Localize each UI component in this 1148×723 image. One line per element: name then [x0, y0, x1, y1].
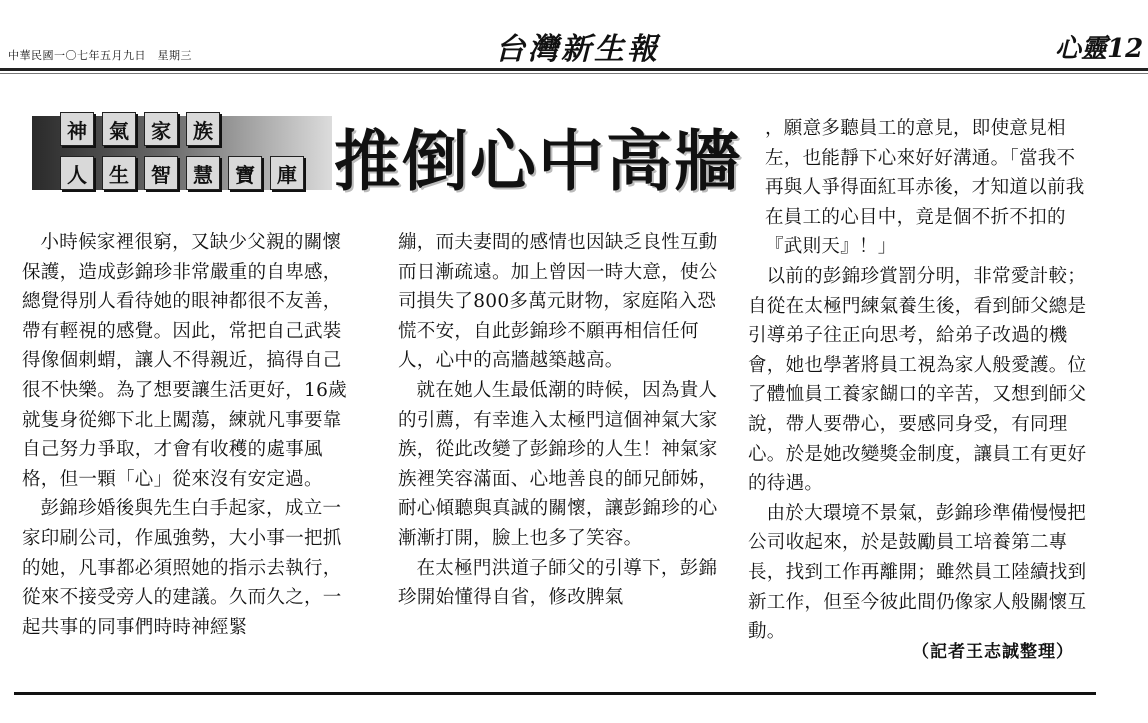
footer-rule: [14, 692, 1096, 695]
paragraph: 由於大環境不景氣，彭錦珍準備慢慢把公司收起來，於是鼓勵員工培養第二專長，找到工作再離開；雖然員工陸續找到新工作，但至今彼此間仍像家人般關懷互動。: [748, 502, 1087, 643]
paragraph: 彭錦珍婚後與先生白手起家，成立一家印刷公司，作風強勢，大小事一把抓的她，凡事都必須照她的指示去執行，從來不接受旁人的建議。久而久之，一起共事的同事們時時神經緊: [22, 498, 342, 638]
badge-char: 智: [144, 156, 178, 190]
article-column-3: [748, 262, 1094, 647]
section-label: 心靈12: [1055, 34, 1144, 64]
badge-char: 族: [186, 112, 220, 146]
paragraph: ，願意多聽員工的意見，即使意見相左，也能靜下心來好好溝通。「當我不再與人爭得面紅耳赤後，才知道以前我在員工的心目中，竟是個不折不扣的『武則天』！」: [765, 118, 1085, 258]
badge-char: 人: [60, 156, 94, 190]
badge-char: 慧: [186, 156, 220, 190]
article-headline: 推倒心中高牆: [334, 122, 742, 200]
badge-char: 神: [60, 112, 94, 146]
badge-char: 氣: [102, 112, 136, 146]
header-rule: [0, 68, 1148, 71]
newspaper-masthead: 台灣新生報: [495, 32, 660, 67]
badge-char: 寶: [228, 156, 262, 190]
badge-row-series: [60, 112, 220, 146]
paragraph: 以前的彭錦珍賞罰分明，非常愛計較；自從在太極門練氣養生後，看到師父總是引導弟子往正向思考，給弟子改過的機會，她也學著將員工視為家人般愛護。位了體恤員工養家餬口的辛苦，又想到師父說，帶人要帶心，要感同身受，有同理心。於是她改變獎金制度，讓員工有更好的待遇。: [748, 266, 1087, 495]
paragraph: 在太極門洪道子師父的引導下，彭錦珍開始懂得自省，修改脾氣: [398, 557, 718, 609]
paragraph: 小時候家裡很窮，又缺少父親的關懷保護，造成彭錦珍非常嚴重的自卑感，總覺得別人看待她的眼神都很不友善，帶有輕視的感覺。因此，常把自己武裝得像個刺蝟，讓人不得親近，搞得自己很不快樂。為了想要讓生活更好，16歲就隻身從鄉下北上闖蕩，練就凡事要靠自己努力爭取，才會有收穫的處事風格，但一顆「心」從來沒有安定過。: [22, 232, 347, 490]
article-column-1: [22, 228, 360, 642]
badge-char: 家: [144, 112, 178, 146]
header-rule-thin: [0, 73, 1148, 74]
article-column-3-top: [765, 114, 1093, 262]
column-badge: [32, 112, 332, 194]
badge-char: 庫: [270, 156, 304, 190]
paragraph: 就在她人生最低潮的時候，因為貴人的引薦，有幸進入太極門這個神氣大家族，從此改變了彭錦珍的人生！神氣家族裡笑容滿面、心地善良的師兄師姊，耐心傾聽與真誠的關懷，讓彭錦珍的心漸漸打開，臉上也多了笑容。: [398, 379, 718, 549]
badge-row-column: [60, 156, 304, 190]
reporter-credit: （記者王志誠整理）: [912, 642, 1074, 662]
paragraph: 繃，而夫妻間的感情也因缺乏良性互動而日漸疏遠。加上曾因一時大意，使公司損失了800多萬元財物，家庭陷入恐慌不安，自此彭錦珍不願再相信任何人，心中的高牆越築越高。: [398, 232, 718, 372]
issue-date: 中華民國一〇七年五月九日 星期三: [8, 49, 192, 62]
badge-char: 生: [102, 156, 136, 190]
article-column-2: [398, 228, 720, 613]
